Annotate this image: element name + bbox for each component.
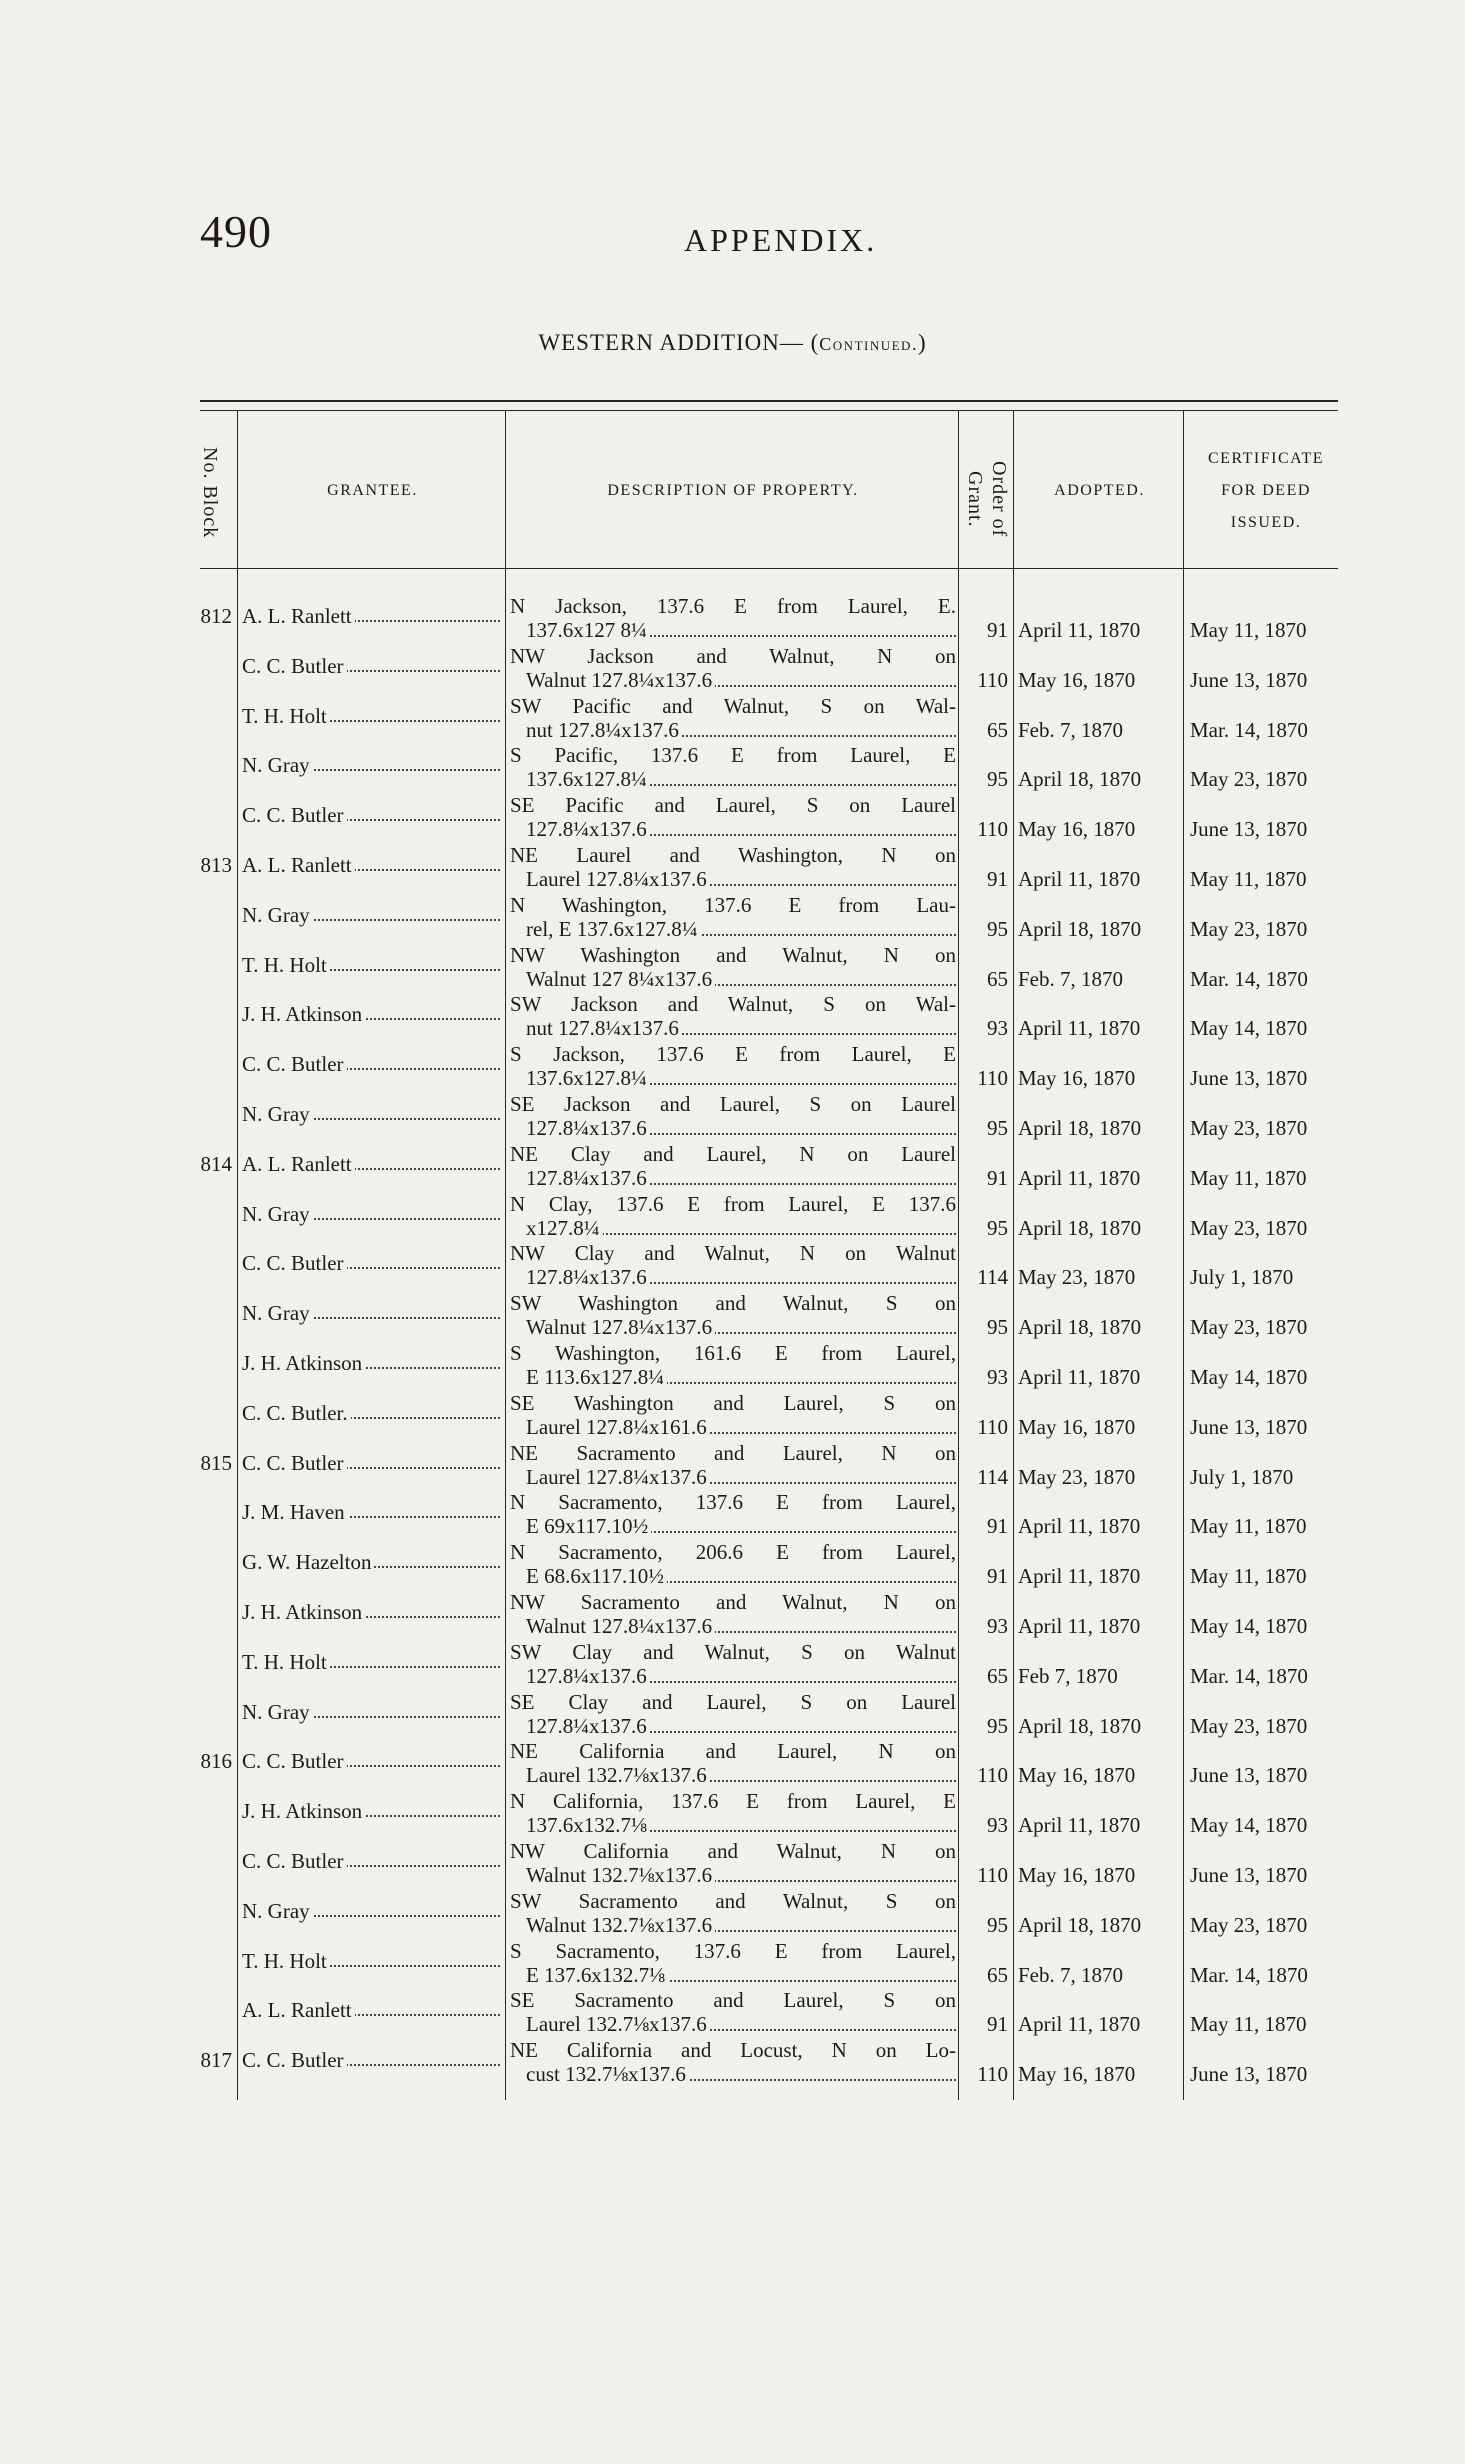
grantee-name: J. H. Atkinson (242, 1799, 365, 1823)
adopted-date: April 11, 1870 (1018, 618, 1141, 642)
adopted-date: April 18, 1870 (1018, 767, 1142, 792)
description-line1: N Jackson, 137.6 E from Laurel, E. (510, 594, 956, 618)
grantee-cell (242, 1251, 500, 1276)
description-line2-text: E 137.6x132.7⅛ (526, 1963, 668, 1987)
adopted-date: April 11, 1870 (1018, 1813, 1141, 1838)
running-head: APPENDIX. (684, 222, 878, 258)
certificate-date: June 13, 1870 (1190, 1863, 1308, 1887)
description-line1: NE Clay and Laurel, N on Laurel (510, 1141, 956, 1166)
grantee-cell (242, 1152, 500, 1177)
description-line1: S Sacramento, 137.6 E from Laurel, (510, 1938, 956, 1963)
order-of-grant: 95 (987, 1215, 1008, 1240)
description-line2-text: Walnut 127 8¼x137.6 (526, 967, 715, 991)
description-line2 (526, 1963, 956, 1988)
certificate-date: July 1, 1870 (1190, 1265, 1294, 1290)
adopted-date: May 16, 1870 (1018, 1066, 1136, 1091)
certificate-date: May 11, 1870 (1190, 1564, 1307, 1589)
grantee-name: A. L. Ranlett (242, 853, 355, 877)
description-line2 (526, 1315, 956, 1340)
description-line2 (526, 618, 956, 643)
description-line2-text: 127.8¼x137.6 (526, 1265, 650, 1289)
table-row (0, 1241, 1465, 1291)
grantee-name: N. Gray (242, 1899, 313, 1923)
header-block: No. Block (199, 447, 221, 539)
order-of-grant: 93 (987, 1016, 1008, 1041)
grantee-name: C. C. Butler (242, 1251, 347, 1275)
adopted-date: Feb. 7, 1870 (1018, 966, 1123, 991)
block-number: 814 (200, 1151, 232, 1176)
description-line2 (526, 817, 956, 842)
grantee-name: N. Gray (242, 1301, 313, 1325)
description-line2-text: 127.8¼x137.6 (526, 1116, 650, 1140)
description-line2-text: cust 132.7⅛x137.6 (526, 2062, 689, 2086)
description-line2-text: E 68.6x117.10½ (526, 1564, 667, 1588)
table-row (0, 893, 1465, 943)
description-line1: SE Clay and Laurel, S on Laurel (510, 1689, 956, 1714)
grantee-name: C. C. Butler (242, 1749, 347, 1773)
grantee-name: J. M. Haven (242, 1500, 348, 1524)
description-line1: NW Sacramento and Walnut, N on (510, 1590, 956, 1614)
grantee-name: C. C. Butler (242, 2048, 347, 2072)
description-line2-text: Laurel 132.7⅛x137.6 (526, 1763, 710, 1787)
table-row (0, 743, 1465, 793)
description-line2-text: 137.6x127.8¼ (526, 1066, 650, 1090)
description-line2-text: Laurel 127.8¼x161.6 (526, 1415, 710, 1439)
description-line2-text: 127.8¼x137.6 (526, 1664, 650, 1688)
grantee-name: T. H. Holt (242, 1650, 330, 1674)
adopted-date: April 18, 1870 (1018, 1215, 1142, 1240)
grantee-cell (242, 1102, 500, 1127)
description-line2 (526, 1514, 956, 1539)
description-line2 (526, 1166, 956, 1191)
adopted-date: April 11, 1870 (1018, 1514, 1141, 1539)
description-line1: NW Jackson and Walnut, N on (510, 643, 956, 668)
adopted-date: May 16, 1870 (1018, 1763, 1136, 1788)
order-of-grant: 93 (987, 1365, 1008, 1389)
order-of-grant: 65 (987, 1663, 1008, 1688)
table-row (0, 1540, 1465, 1590)
description-line1: SW Sacramento and Walnut, S on (510, 1888, 956, 1913)
description-line2-text: Laurel 127.8¼x137.6 (526, 867, 710, 891)
certificate-date: Mar. 14, 1870 (1190, 1962, 1308, 1987)
table-row (0, 1441, 1465, 1491)
grantee-cell (242, 1799, 500, 1824)
certificate-date: June 13, 1870 (1190, 817, 1308, 842)
description-line1: SW Jackson and Walnut, S on Wal- (510, 992, 956, 1017)
order-of-grant: 95 (987, 1713, 1008, 1738)
grantee-cell (242, 1600, 500, 1625)
order-of-grant: 110 (977, 1066, 1008, 1091)
certificate-date: May 23, 1870 (1190, 1116, 1308, 1140)
header-certificate-line3: ISSUED. (1230, 514, 1302, 531)
grantee-name: N. Gray (242, 1102, 313, 1126)
description-line2-text: Walnut 127.8¼x137.6 (526, 1315, 715, 1339)
adopted-date: April 18, 1870 (1018, 1912, 1142, 1937)
certificate-date: Mar. 14, 1870 (1190, 1663, 1308, 1688)
block-number: 813 (200, 853, 232, 877)
description-line2 (526, 1116, 956, 1141)
table-row (0, 1490, 1465, 1540)
description-line1: NE California and Locust, N on Lo- (510, 2038, 956, 2063)
description-line2 (526, 917, 956, 942)
order-of-grant: 110 (977, 2062, 1008, 2087)
adopted-date: May 16, 1870 (1018, 667, 1136, 692)
page-number: 490 (200, 206, 272, 257)
table-row (0, 1640, 1465, 1690)
section-title-close: ) (917, 330, 927, 355)
adopted-date: May 16, 1870 (1018, 2062, 1136, 2087)
grantee-cell (242, 1949, 500, 1974)
adopted-date: April 11, 1870 (1018, 1165, 1141, 1190)
certificate-date: May 11, 1870 (1190, 1514, 1307, 1539)
order-of-grant: 91 (987, 1165, 1008, 1190)
table-row (0, 1590, 1465, 1640)
grantee-cell (242, 1849, 500, 1874)
adopted-date: Feb. 7, 1870 (1018, 1962, 1123, 1987)
grantee-cell (242, 1550, 500, 1575)
description-line2 (526, 2062, 956, 2087)
adopted-date: Feb. 7, 1870 (1018, 717, 1123, 742)
description-line2-text: Laurel 127.8¼x137.6 (526, 1465, 710, 1489)
order-of-grant: 65 (987, 717, 1008, 742)
grantee-name: C. C. Butler (242, 1849, 347, 1873)
description-line2-text: x127.8¼ (526, 1216, 603, 1240)
adopted-date: Feb 7, 1870 (1018, 1663, 1118, 1688)
description-line2-text: 127.8¼x137.6 (526, 817, 650, 841)
description-line1: SW Clay and Walnut, S on Walnut (510, 1639, 956, 1664)
description-line1: SE Jackson and Laurel, S on Laurel (510, 1092, 956, 1116)
order-of-grant: 91 (987, 1514, 1008, 1539)
grantee-name: N. Gray (242, 1700, 313, 1724)
description-line1: SE Washington and Laurel, S on (510, 1390, 956, 1415)
grantee-cell (242, 1899, 500, 1924)
description-line2-text: 137.6x127 8¼ (526, 618, 650, 642)
description-line1: N Sacramento, 137.6 E from Laurel, (510, 1490, 956, 1515)
description-line1: S Pacific, 137.6 E from Laurel, E (510, 743, 956, 768)
table-row (0, 694, 1465, 744)
adopted-date: May 16, 1870 (1018, 1414, 1136, 1439)
grantee-name: A. L. Ranlett (242, 1998, 355, 2022)
grantee-cell (242, 1500, 500, 1525)
grantee-cell (242, 1401, 500, 1426)
order-of-grant: 110 (977, 817, 1008, 842)
description-line1: SW Washington and Walnut, S on (510, 1291, 956, 1316)
grantee-cell (242, 1202, 500, 1227)
table-row (0, 793, 1465, 843)
description-line2 (526, 1365, 956, 1390)
header-certificate-line2: FOR DEED (1221, 482, 1311, 499)
description-line2-text: Walnut 132.7⅛x137.6 (526, 1863, 715, 1887)
order-of-grant: 95 (987, 767, 1008, 792)
description-line2-text: 137.6x127.8¼ (526, 767, 650, 791)
header-order: Order of Grant. (964, 460, 1010, 538)
grantee-cell (242, 1998, 500, 2023)
grantee-cell (242, 1650, 500, 1675)
description-line2-text: nut 127.8¼x137.6 (526, 718, 682, 742)
description-line2-text: 127.8¼x137.6 (526, 1166, 650, 1190)
certificate-date: Mar. 14, 1870 (1190, 717, 1308, 742)
section-title-continued: Continued. (819, 334, 918, 354)
adopted-date: April 11, 1870 (1018, 1365, 1141, 1389)
description-line2 (526, 1614, 956, 1639)
grantee-cell (242, 1002, 500, 1027)
table-row (0, 943, 1465, 993)
grantee-name: C. C. Butler (242, 1052, 347, 1076)
description-line1: S Jackson, 137.6 E from Laurel, E (510, 1042, 956, 1067)
table-row (0, 2038, 1465, 2088)
grantee-cell (242, 1301, 500, 1326)
order-of-grant: 91 (987, 2012, 1008, 2037)
grantee-cell (242, 1052, 500, 1077)
order-of-grant: 65 (987, 1962, 1008, 1987)
adopted-date: May 23, 1870 (1018, 1464, 1136, 1489)
grantee-cell (242, 1351, 500, 1376)
description-line1: NW Clay and Walnut, N on Walnut (510, 1241, 956, 1266)
grantee-name: T. H. Holt (242, 953, 330, 977)
grantee-cell (242, 604, 500, 629)
description-line1: NE California and Laurel, N on (510, 1739, 956, 1764)
grantee-cell (242, 903, 500, 928)
table-row (0, 843, 1465, 893)
order-of-grant: 91 (987, 867, 1008, 891)
order-of-grant: 114 (977, 1265, 1008, 1290)
description-line1: N Sacramento, 206.6 E from Laurel, (510, 1540, 956, 1565)
grantee-cell (242, 654, 500, 679)
description-line2 (526, 1913, 956, 1938)
description-line2-text: Laurel 132.7⅛x137.6 (526, 2012, 710, 2036)
description-line2 (526, 1763, 956, 1788)
section-title-main: WESTERN ADDITION— ( (538, 330, 820, 355)
grantee-cell (242, 803, 500, 828)
description-line2 (526, 767, 956, 792)
header-certificate-line1: CERTIFICATE (1208, 450, 1324, 467)
order-of-grant: 95 (987, 1912, 1008, 1937)
block-number: 815 (200, 1450, 232, 1475)
order-of-grant: 93 (987, 1813, 1008, 1838)
description-line2-text: E 69x117.10½ (526, 1514, 651, 1538)
certificate-date: May 23, 1870 (1190, 1215, 1308, 1240)
grantee-name: A. L. Ranlett (242, 604, 355, 628)
grantee-name: J. H. Atkinson (242, 1002, 365, 1026)
order-of-grant: 110 (977, 1863, 1008, 1887)
grantee-name: N. Gray (242, 753, 313, 777)
description-line1: SW Pacific and Walnut, S on Wal- (510, 693, 956, 718)
description-line2 (526, 1664, 956, 1689)
description-line2 (526, 967, 956, 992)
description-line2 (526, 1813, 956, 1838)
grantee-name: C. C. Butler. (242, 1401, 351, 1425)
order-of-grant: 91 (987, 1564, 1008, 1589)
adopted-date: April 18, 1870 (1018, 1116, 1142, 1140)
table-row (0, 992, 1465, 1042)
table-top-rule (200, 400, 1338, 402)
certificate-date: May 14, 1870 (1190, 1016, 1308, 1041)
table-row (0, 1341, 1465, 1391)
description-line2 (526, 1216, 956, 1241)
description-line1: N California, 137.6 E from Laurel, E (510, 1789, 956, 1814)
grantee-name: J. H. Atkinson (242, 1600, 365, 1624)
certificate-date: May 23, 1870 (1190, 1713, 1308, 1738)
grantee-name: N. Gray (242, 903, 313, 927)
adopted-date: May 16, 1870 (1018, 817, 1136, 842)
table-row (0, 1042, 1465, 1092)
table-row (0, 1142, 1465, 1192)
header-grantee: GRANTEE. (327, 482, 418, 499)
table-top-rule-inner (200, 410, 1338, 411)
adopted-date: April 11, 1870 (1018, 1564, 1141, 1589)
table-row (0, 1789, 1465, 1839)
grantee-cell (242, 1451, 500, 1476)
description-line2-text: Walnut 127.8¼x137.6 (526, 668, 715, 692)
description-line2 (526, 1465, 956, 1490)
order-of-grant: 110 (977, 667, 1008, 692)
certificate-date: June 13, 1870 (1190, 1763, 1308, 1788)
description-line2 (526, 1066, 956, 1091)
grantee-name: C. C. Butler (242, 654, 347, 678)
adopted-date: April 11, 1870 (1018, 2012, 1141, 2037)
table-row (0, 1939, 1465, 1989)
block-number: 812 (200, 604, 232, 628)
table-row (0, 644, 1465, 694)
certificate-date: May 23, 1870 (1190, 1315, 1308, 1340)
description-line2-text: nut 127.8¼x137.6 (526, 1016, 682, 1040)
description-line2-text: E 113.6x127.8¼ (526, 1365, 667, 1389)
description-line2 (526, 1265, 956, 1290)
certificate-date: May 14, 1870 (1190, 1365, 1308, 1389)
description-line1: SE Sacramento and Laurel, S on (510, 1988, 956, 2013)
description-line2 (526, 1415, 956, 1440)
description-line2-text: 127.8¼x137.6 (526, 1714, 650, 1738)
order-of-grant: 110 (977, 1763, 1008, 1788)
grantee-cell (242, 2048, 500, 2073)
table-row (0, 1690, 1465, 1740)
description-line2 (526, 1016, 956, 1041)
grantee-cell (242, 853, 500, 878)
description-line2-text: 137.6x132.7⅛ (526, 1813, 650, 1837)
block-number: 817 (200, 2048, 232, 2073)
table-row (0, 594, 1465, 644)
grantee-name: N. Gray (242, 1202, 313, 1226)
certificate-date: June 13, 1870 (1190, 2062, 1308, 2087)
order-of-grant: 65 (987, 966, 1008, 991)
certificate-date: July 1, 1870 (1190, 1464, 1294, 1489)
grantee-name: C. C. Butler (242, 1451, 347, 1475)
table-row (0, 1291, 1465, 1341)
certificate-date: Mar. 14, 1870 (1190, 966, 1308, 991)
table-row (0, 1988, 1465, 2038)
certificate-date: June 13, 1870 (1190, 667, 1308, 692)
adopted-date: May 16, 1870 (1018, 1863, 1136, 1887)
description-line2-text: rel, E 137.6x127.8¼ (526, 917, 700, 941)
description-line2 (526, 1714, 956, 1739)
header-description: DESCRIPTION OF PROPERTY. (607, 482, 859, 499)
certificate-date: May 14, 1870 (1190, 1813, 1308, 1838)
certificate-date: June 13, 1870 (1190, 1066, 1308, 1091)
description-line2 (526, 1863, 956, 1888)
description-line1: N Washington, 137.6 E from Lau- (510, 892, 956, 917)
header-adopted: ADOPTED. (1054, 482, 1145, 499)
order-of-grant: 91 (987, 618, 1008, 642)
header-bottom-rule (200, 568, 1338, 569)
adopted-date: April 11, 1870 (1018, 1016, 1141, 1041)
order-of-grant: 95 (987, 916, 1008, 941)
grantee-name: T. H. Holt (242, 1949, 330, 1973)
order-of-grant: 114 (977, 1464, 1008, 1489)
section-title (0, 330, 1465, 356)
table-row (0, 1739, 1465, 1789)
certificate-date: May 14, 1870 (1190, 1614, 1308, 1638)
adopted-date: April 18, 1870 (1018, 1315, 1142, 1340)
description-line1: NE Sacramento and Laurel, N on (510, 1440, 956, 1465)
description-line2 (526, 1564, 956, 1589)
description-line2 (526, 2012, 956, 2037)
grantee-name: C. C. Butler (242, 803, 347, 827)
adopted-date: April 11, 1870 (1018, 867, 1141, 891)
order-of-grant: 95 (987, 1315, 1008, 1340)
adopted-date: May 23, 1870 (1018, 1265, 1136, 1290)
table-row (0, 1092, 1465, 1142)
grantee-name: J. H. Atkinson (242, 1351, 365, 1375)
block-number: 816 (200, 1749, 232, 1774)
certificate-date: May 23, 1870 (1190, 767, 1308, 792)
certificate-date: June 13, 1870 (1190, 1414, 1308, 1439)
certificate-date: May 23, 1870 (1190, 1912, 1308, 1937)
grantee-name: T. H. Holt (242, 704, 330, 728)
description-line2 (526, 867, 956, 892)
description-line2 (526, 718, 956, 743)
description-line2-text: Walnut 127.8¼x137.6 (526, 1614, 715, 1638)
certificate-date: May 11, 1870 (1190, 867, 1307, 891)
table-row (0, 1889, 1465, 1939)
description-line1: NW California and Walnut, N on (510, 1839, 956, 1863)
grantee-name: A. L. Ranlett (242, 1152, 355, 1176)
table-row (0, 1391, 1465, 1441)
certificate-date: May 11, 1870 (1190, 2012, 1307, 2037)
grantee-name: G. W. Hazelton (242, 1550, 374, 1574)
description-line2 (526, 668, 956, 693)
grantee-cell (242, 1700, 500, 1725)
adopted-date: April 18, 1870 (1018, 916, 1142, 941)
grantee-cell (242, 1749, 500, 1774)
certificate-date: May 11, 1870 (1190, 618, 1307, 642)
description-line1: NE Laurel and Washington, N on (510, 843, 956, 867)
certificate-date: May 23, 1870 (1190, 916, 1308, 941)
description-line1: SE Pacific and Laurel, S on Laurel (510, 793, 956, 818)
description-line2-text: Walnut 132.7⅛x137.6 (526, 1913, 715, 1937)
order-of-grant: 95 (987, 1116, 1008, 1140)
table-row (0, 1839, 1465, 1889)
description-line1: S Washington, 161.6 E from Laurel, (510, 1341, 956, 1365)
order-of-grant: 110 (977, 1414, 1008, 1439)
grantee-cell (242, 704, 500, 729)
certificate-date: May 11, 1870 (1190, 1165, 1307, 1190)
adopted-date: April 18, 1870 (1018, 1713, 1142, 1738)
adopted-date: April 11, 1870 (1018, 1614, 1141, 1638)
table-row (0, 1192, 1465, 1242)
grantee-cell (242, 753, 500, 778)
description-line1: N Clay, 137.6 E from Laurel, E 137.6 (510, 1191, 956, 1216)
description-line1: NW Washington and Walnut, N on (510, 942, 956, 967)
grantee-cell (242, 953, 500, 978)
order-of-grant: 93 (987, 1614, 1008, 1638)
